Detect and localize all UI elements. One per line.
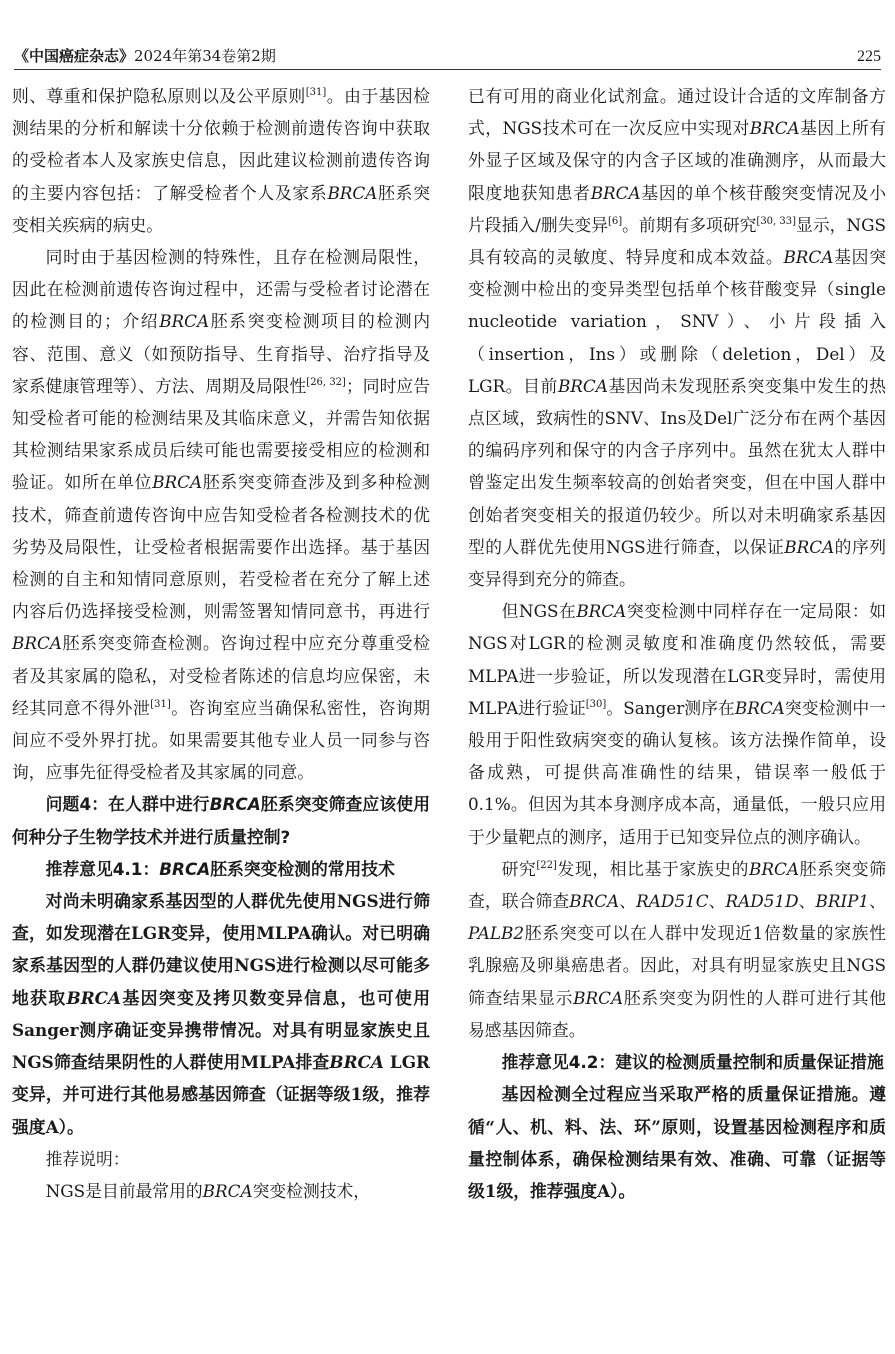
recommendation-body: 对尚未明确家系基因型的人群优先使用NGS进行筛查，如发现潜在LGR变异，使用MLPA确认。对已明确家系基因型的人群仍建议使用NGS进行检测以尽可能多地获取BRCA基因突变及拷贝数变异信息，也可使用Sanger测序确证变异携带情况。对具有明显家族史且NGS筛查结果阴性的人群使用MLPA排查BRCA LGR变异，并可进行其他易感基因筛查（证据等级1级，推荐强度A）。 bbox=[12, 891, 431, 1137]
paragraph: 但NGS在BRCA突变检测中同样存在一定局限：如NGS对LGR的检测灵敏度和准确度仍然较低，需要MLPA进一步验证，所以发现潜在LGR变异时，需使用MLPA进行验证[30]。Sanger测序在BRCA突变检测中一般用于阳性致病突变的确认复核。该方法操作简单，设备成熟，可提供高准确性的结果，错误率一般低于0.1%。但因为其本身测序成本高，通量低，一般只应用于少量靶点的测序，适用于已知变异位点的测序确认。 bbox=[468, 601, 886, 847]
paragraph: 则、尊重和保护隐私原则以及公平原则[31]。由于基因检测结果的分析和解读十分依赖于检测前遗传咨询中获取的受检者本人及家族史信息，因此建议检测前遗传咨询的主要内容包括：了解受检者个人及家系BRCA胚系突变相关疾病的病史。 bbox=[12, 86, 430, 235]
journal-title: 《中国癌症杂志》 bbox=[14, 47, 135, 65]
paragraph: 已有可用的商业化试剂盒。通过设计合适的文库制备方式，NGS技术可在一次反应中实现对BRCA基因上所有外显子区域及保守的内含子区域的准确测序，从而最大限度地获知患者BRCA基因的单个核苷酸突变情况及小片段插入/删失变异[6]。前期有多项研究[30, 33]显示，NGS具有较高的灵敏度、特异度和成本效益。BRCA基因突变检测中检出的变异类型包括单个核苷酸变异（single nucleotide variation，SNV）、小片段插入（insertion，Ins）或删除（deletion，Del）及LGR。目前BRCA基因尚未发现胚系突变集中发生的热点区域，致病性的SNV、Ins及Del广泛分布在两个基因的编码序列和保守的内含子序列中。虽然在犹太人群中曾鉴定出发生频率较高的创始者突变，但在中国人群中创始者突变相关的报道仍较少。所以对未明确家系基因型的人群优先使用NGS进行筛查，以保证BRCA的序列变异得到充分的筛查。 bbox=[468, 86, 886, 590]
question-heading: 问题4：在人群中进行BRCA胚系突变筛查应该使用何种分子生物学技术并进行质量控制? bbox=[12, 794, 430, 847]
paragraph: 同时由于基因检测的特殊性，且存在检测局限性，因此在检测前遗传咨询过程中，还需与受检者讨论潜在的检测目的；介绍BRCA胚系突变检测项目的检测内容、范围、意义（如预防指导、生育指导、治疗指导及家系健康管理等）、方法、周期及局限性[26, 32]；同时应告知受检者可能的检测结果及其临床意义，并需告知依据其检测结果家系成员后续可能也需要接受相应的检测和验证。如所在单位BRCA胚系突变筛查涉及到多种检测技术，筛查前遗传咨询中应告知受检者各检测技术的优劣势及局限性，让受检者根据需要作出选择。基于基因检测的自主和知情同意原则，若受检者在充分了解上述内容后仍选择接受检测，则需签署知情同意书，再进行BRCA胚系突变筛查检测。咨询过程中应充分尊重受检者及其家属的隐私，对受检者陈述的信息均应保密，未经其同意不得外泄[31]。咨询室应当确保私密性，咨询期间应不受外界打扰。如果需要其他专业人员一同参与咨询，应事先征得受检者及其家属的同意。 bbox=[12, 247, 430, 783]
citation: [30, 33] bbox=[756, 215, 797, 227]
recommendation-heading: 推荐意见4.2：建议的检测质量控制和质量保证措施 bbox=[501, 1052, 884, 1073]
journal-citation bbox=[14, 45, 276, 66]
citation: [31] bbox=[150, 698, 171, 710]
right-column bbox=[468, 80, 886, 1207]
recommendation-heading: 推荐意见4.1：BRCA胚系突变检测的常用技术 bbox=[45, 858, 395, 879]
citation: [30] bbox=[585, 698, 607, 710]
citation: [6] bbox=[607, 215, 623, 227]
journal-issue: 2024年第34卷第2期 bbox=[134, 47, 276, 65]
citation: [22] bbox=[536, 859, 557, 871]
paragraph: NGS是目前最常用的BRCA突变检测技术， bbox=[45, 1180, 371, 1201]
page-number: 225 bbox=[857, 48, 881, 65]
left-column bbox=[12, 80, 430, 1207]
citation: [31] bbox=[305, 87, 327, 98]
page-header bbox=[14, 40, 881, 70]
recommendation-body: 基因检测全过程应当采取严格的质量保证措施。遵循“人、机、料、法、环”原则，设置基因检测程序和质量控制体系，确保检测结果有效、准确、可靠（证据等级1级，推荐强度A）。 bbox=[468, 1084, 886, 1201]
recommendation-note-label: 推荐说明： bbox=[45, 1148, 130, 1169]
paragraph: 研究[22]发现，相比基于家族史的BRCA胚系突变筛查，联合筛查BRCA、RAD51C、RAD51D、BRIP1、PALB2胚系突变可以在人群中发现近1倍数量的家族性乳腺癌及卵巢癌患者。因此，对具有明显家族史且NGS筛查结果显示BRCA胚系突变为阴性的人群可进行其他易感基因筛查。 bbox=[468, 858, 886, 1040]
citation: [26, 32] bbox=[306, 376, 346, 388]
